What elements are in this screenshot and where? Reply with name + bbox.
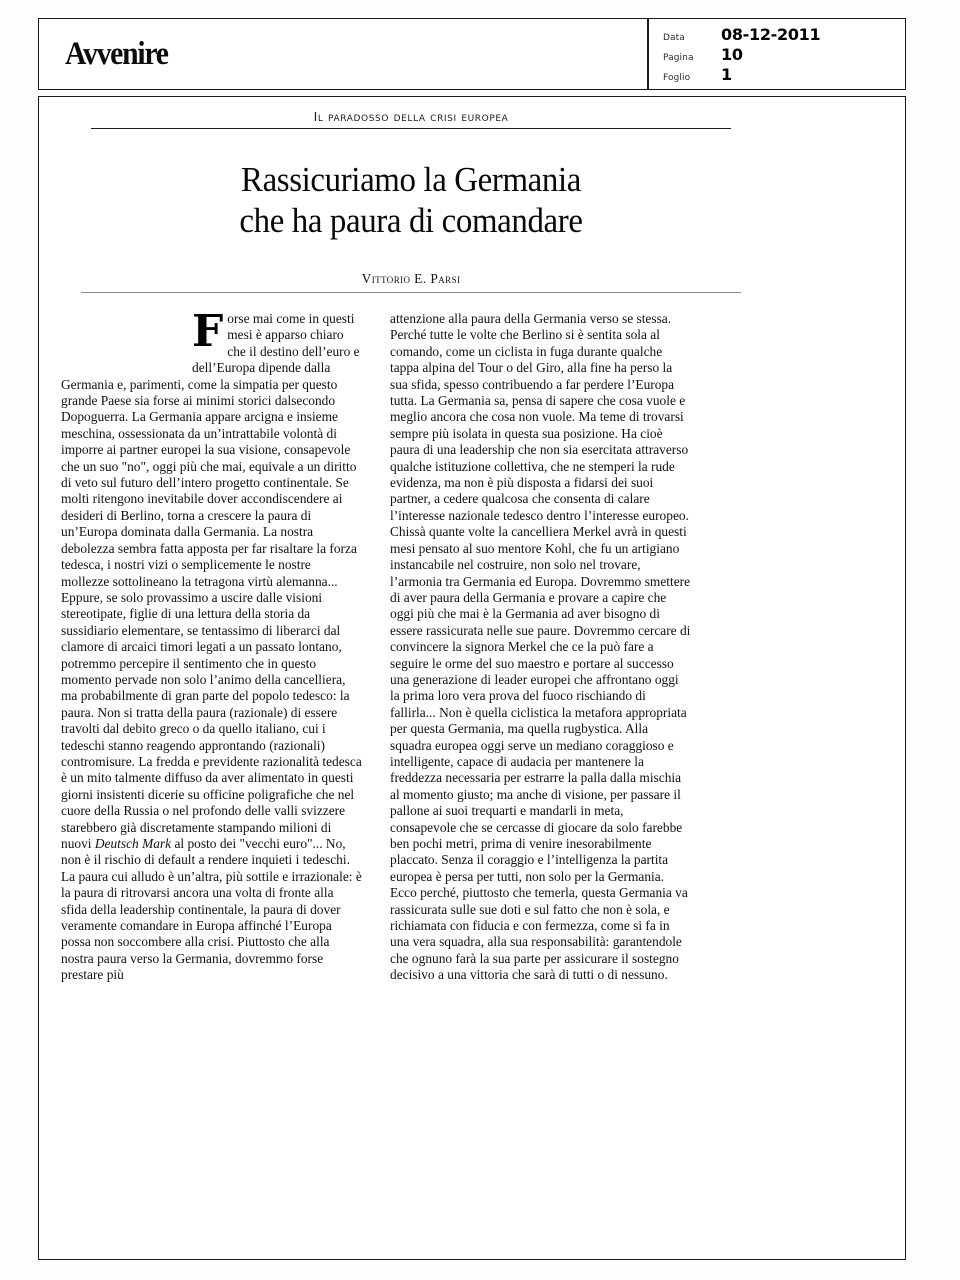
headline-line-2: che ha paura di comandare [239,201,583,240]
kicker-rule [91,128,731,129]
article-clipping-box [38,96,906,1260]
metadata-row-foglio [663,65,905,85]
column-1-body-a: secondo Dopoguerra. La Germania appare arcigna e insieme meschina, ossessionata da un’intrattabile volontà di imporre ai partner europei la sua visione, consapevole che un suo "no", oggi più che mai, equivale a un diritto di veto sul futuro dell’intero progetto continentale. Se molti ritengono inevitabile dover accondiscendere ai desideri di Berlino, torna a crescere la paura di un’Europa dominata dalla Germania. La nostra debolezza sembra fatta apposta per far risaltare la forza tedesca, i nostri vizi o semplicemente le nostre mollezze sottolineano la tetragona virtù alemanna... Eppure, se solo provassimo a uscire dalle visioni stereotipate, figlie di una lettura della storia da sussidiario elementare, se tentassimo di liberarci dal clamore di arcaici timori legati a un passato lontano, potremmo percepire il sentimento che in questo momento pervade non solo l’animo della cancelliera, ma probabilmente di gran parte del popolo tedesco: la paura. Non si tratta della paura (razionale) di essere travolti dal debito greco o da quello italiano, cui i tedeschi stanno reagendo approntando (razionali) contromisure. La fredda e previdente razionalità tedesca è un mito talmente diffuso da aver alimentato in questi giorni insistenti dicerie su officine poligrafiche che nel cuore della Russia o nel profondo delle valli svizzere starebbero già discretamente stampando milioni di nuovi [61,393,362,851]
column-1-lead-text: orse mai come in questi mesi è apparso chiaro che il destino dell’euro e dell’Europa dipende dalla Germania e, parimenti, come la simpatia per questo grande Paese sia forse ai minimi storici dal [61,311,360,409]
article-columns [61,306,761,984]
lead-indent-spacer [61,311,192,361]
drop-cap-letter: F [192,306,224,357]
column-1-text [61,306,362,984]
metadata-value-foglio: 1 [721,65,732,84]
masthead-logo: Avvenire [65,35,168,72]
article-kicker: Il paradosso della crisi europea [313,109,509,124]
article-headline [82,159,740,241]
column-1-body-b: al posto dei "vecchi euro"... No, non è il rischio di default a rendere inquieti i tedeschi. La paura cui alludo è un’altra, più sottile e irrazionale: è la paura di ritrovarsi ancora una volta di fronte alla sfida della leadership continentale, la paura di dover veramente comandare in Europa affinché l’Europa possa non soccombere alla crisi. Piuttosto che alla nostra paura verso la Germania, dovremmo forse prestare più [61,836,362,983]
article-byline: Vittorio E. Parsi [361,271,461,286]
masthead-box [38,18,648,90]
article-column-1 [61,306,362,984]
metadata-label-foglio: Foglio [663,73,691,83]
metadata-label-pagina: Pagina [663,53,694,63]
column-2-text: attenzione alla paura della Germania verso se stessa. Perché tutte le volte che Berlino si è sentita sola al comando, come un ciclista in fuga durante qualche tappa alpina del Tour o del Giro, alla fine ha perso la sua sfida, spesso contribuendo a far perdere l’Europa tutta. La Germania sa, pensa di sapere che cosa vuole e meglio ancora che cosa non vuole. Ma teme di trovarsi sempre più isolata in questa sua posizione. Ha cioè paura di una leadership che non sia esercitata attraverso qualche istituzione collettiva, che ne stemperi la rude evidenza, ma non è più disposta a fidarsi dei suoi partner, a cedere qualcosa che consenta di calare l’interesse nazionale tedesco dentro l’interesse europeo. Chissà quante volte la cancelliera Merkel avrà in questi mesi pensato al suo mentore Kohl, che fu un artigiano instancabile nel costruire, non solo nel trovare, l’armonia tra Germania ed Europa. Dovremmo smettere di aver paura della Germania e provare a capire che oggi più che mai è la Germania ad aver bisogno di essere rassicurata nelle sue paure. Dovremmo cercare di convincere la signora Merkel che ce la può fare a seguire le orme del suo maestro e portare al successo una generazione di leader europei che affrontano oggi la prima loro vera prova del fuoco rischiando di fallirla... Non è quella ciclistica la metafora appropriata per questa Germania, ma quella rugbystica. Alla squadra europea oggi serve un mediano coraggioso e intelligente, capace di audacia per mantenere la freddezza necessaria per estrarre la palla dalla mischia al momento giusto; ma anche di visione, per passare il pallone ai suoi trequarti e mandarli in meta, consapevole che se cercasse di giocare da solo farebbe ben pochi metri, prima di venire inesorabilmente placcato. Senza il coraggio e l’intelligenza la partita europea è persa per tutti, non solo per la Germania. Ecco perché, piuttosto che temerla, questa Germania va rassicurata sulle sue doti e sul fatto che non è sola, e richiamata con fiducia e con fermezza, come si fa in una vera squadra, alla sua responsabilità: garantendole che ognuno farà la sua parte per assicurare il sostegno decisivo a una vittoria che sarà di tutti o di nessuno. [390,311,691,983]
clipping-metadata-box [648,18,906,90]
headline-line-1: Rassicuriamo la Germania [241,160,581,199]
article-content [61,105,761,984]
metadata-row-data [663,25,905,45]
metadata-value-data: 08-12-2011 [721,25,821,44]
article-column-2 [390,311,691,984]
byline-rule [81,292,741,293]
clipping-header [38,18,906,90]
metadata-row-pagina [663,45,905,65]
column-1-italic-term: Deutsch Mark [94,836,172,851]
metadata-value-pagina: 10 [721,45,743,64]
metadata-label-data: Data [663,33,685,43]
